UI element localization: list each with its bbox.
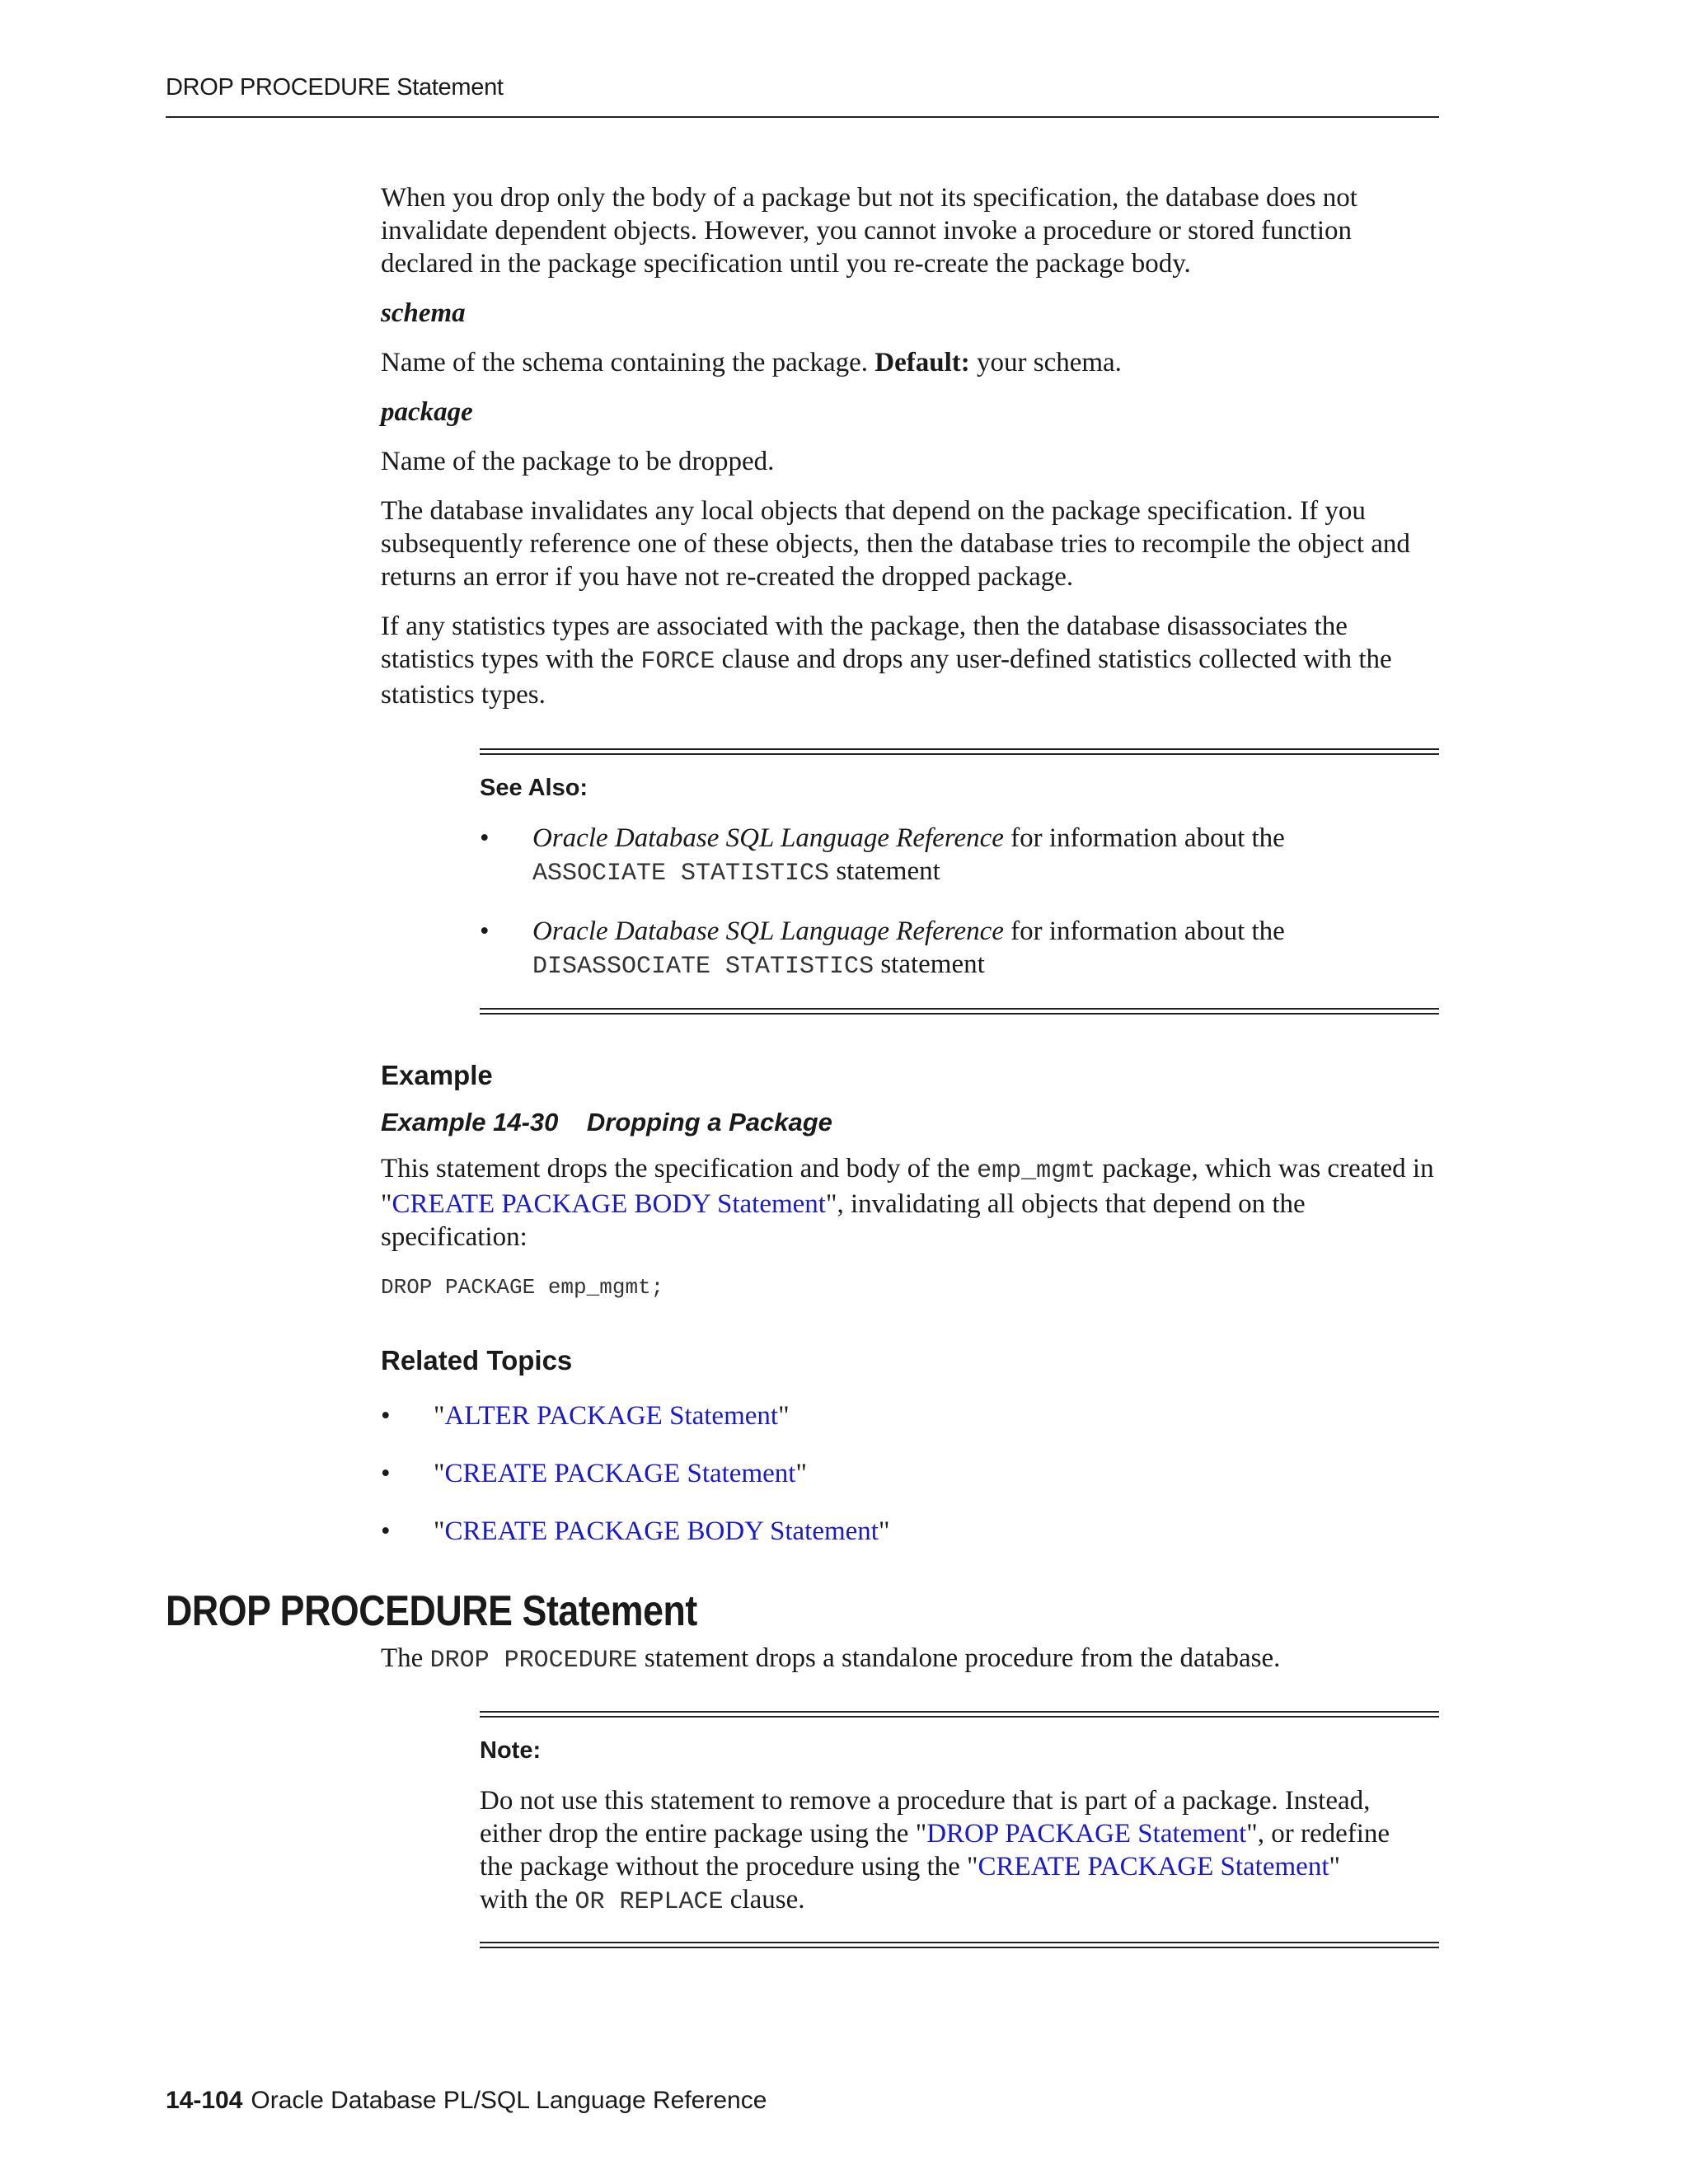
book-title: Oracle Database PL/SQL Language Reference bbox=[251, 2087, 767, 2114]
related-topics-list bbox=[381, 1399, 1439, 1548]
see-also-end: statement bbox=[836, 856, 940, 886]
see-also-ref[interactable]: Oracle Database SQL Language Reference bbox=[532, 823, 1004, 853]
example-code-block: DROP PACKAGE emp_mgmt; bbox=[381, 1275, 664, 1300]
example-heading: Example bbox=[381, 1060, 493, 1090]
section-intro-post: statement drops a standalone procedure from the database. bbox=[644, 1643, 1281, 1673]
section-intro-block bbox=[381, 1642, 1439, 1677]
page-footer bbox=[166, 2087, 767, 2115]
drop-package-link[interactable]: DROP PACKAGE Statement bbox=[926, 1819, 1247, 1849]
note-top-rule bbox=[480, 1711, 1439, 1718]
see-also-title: See Also: bbox=[480, 775, 588, 801]
note-text-post: clause. bbox=[729, 1885, 805, 1915]
bullet-icon: • bbox=[381, 1516, 391, 1546]
stats-text-post: clause and drops any user-defined statistics collected with the statistics types. bbox=[381, 644, 1392, 710]
note-text bbox=[480, 1784, 1395, 1919]
see-also-top-rule bbox=[480, 748, 1439, 755]
force-code: FORCE bbox=[640, 648, 715, 676]
bullet-icon: • bbox=[381, 1459, 391, 1488]
note-text-pre: Do not use this statement to remove a procedure that is part of a package. Instead, either drop the entire package using the " bbox=[480, 1786, 1371, 1849]
package-param bbox=[381, 396, 1439, 711]
related-topics-heading: Related Topics bbox=[381, 1345, 573, 1376]
page-number: 14-104 bbox=[166, 2087, 243, 2114]
example-text bbox=[381, 1152, 1439, 1254]
schema-desc bbox=[381, 346, 1439, 379]
see-also-box bbox=[480, 748, 1439, 1015]
create-package-link[interactable]: CREATE PACKAGE Statement bbox=[444, 1459, 796, 1488]
related-topic-item: • "CREATE PACKAGE Statement" bbox=[381, 1459, 807, 1488]
schema-param bbox=[381, 297, 1439, 379]
note-box bbox=[480, 1711, 1439, 1948]
package-para-invalidate: The database invalidates any local objects that depend on the package specification. If you subsequently reference one of these objects, then the database tries to recompile the object and returns an error if you have not re-created the dropped package. bbox=[381, 496, 1410, 592]
create-package-body-link[interactable]: CREATE PACKAGE BODY Statement bbox=[444, 1516, 879, 1546]
intro-paragraph: When you drop only the body of a package but not its specification, the database does not invalidate dependent objects. However, you cannot invoke a procedure or stored function declared in the package specification until you re-create the package body. bbox=[381, 183, 1357, 279]
example-caption: Example 14-30 Dropping a Package bbox=[381, 1108, 832, 1137]
see-also-ref[interactable]: Oracle Database SQL Language Reference bbox=[532, 916, 1004, 946]
related-topic-item: • "CREATE PACKAGE BODY Statement" bbox=[381, 1516, 890, 1546]
see-also-mid: for information about the bbox=[1010, 916, 1285, 946]
example-section bbox=[381, 1060, 1439, 1300]
create-package-body-link[interactable]: CREATE PACKAGE BODY Statement bbox=[392, 1189, 826, 1219]
schema-desc-default: Default: bbox=[874, 348, 970, 377]
package-term: package bbox=[381, 397, 473, 427]
running-header: DROP PROCEDURE Statement bbox=[166, 74, 504, 101]
schema-term: schema bbox=[381, 298, 466, 328]
related-topics-section bbox=[381, 1345, 1439, 1548]
intro-block bbox=[381, 181, 1439, 280]
related-topic-item: • "ALTER PACKAGE Statement" bbox=[381, 1401, 790, 1431]
see-also-end: statement bbox=[880, 949, 985, 979]
see-also-code: ASSOCIATE STATISTICS bbox=[532, 860, 830, 888]
emp-mgmt-code: emp_mgmt bbox=[977, 1157, 1096, 1185]
example-text-post: ", invalidating all objects that depend on the specification: bbox=[381, 1189, 1306, 1252]
alter-package-link[interactable]: ALTER PACKAGE Statement bbox=[444, 1401, 779, 1431]
bullet-icon: • bbox=[381, 1401, 391, 1431]
section-intro-pre: The bbox=[381, 1643, 424, 1673]
stats-text-pre: If any statistics types are associated with the package, then the database disassociates the statistics types with the bbox=[381, 612, 1348, 674]
see-also-code: DISASSOCIATE STATISTICS bbox=[532, 953, 874, 981]
or-replace-code: OR REPLACE bbox=[574, 1888, 724, 1916]
note-bottom-rule bbox=[480, 1942, 1439, 1948]
example-text-pre: This statement drops the specification and body of the bbox=[381, 1154, 970, 1183]
note-title: Note: bbox=[480, 1737, 542, 1764]
see-also-item bbox=[480, 915, 1439, 983]
example-text-mid: package, which was created in " bbox=[381, 1154, 1434, 1219]
header-rule bbox=[166, 116, 1439, 118]
section-intro bbox=[381, 1642, 1439, 1677]
drop-procedure-code: DROP PROCEDURE bbox=[429, 1647, 638, 1675]
section-title: DROP PROCEDURE Statement bbox=[166, 1587, 697, 1635]
see-also-mid: for information about the bbox=[1010, 823, 1285, 853]
package-desc: Name of the package to be dropped. bbox=[381, 447, 775, 476]
see-also-bottom-rule bbox=[480, 1008, 1439, 1015]
note-text-mid2: " with the bbox=[480, 1852, 1340, 1915]
schema-desc-suffix: your schema. bbox=[976, 348, 1122, 377]
schema-desc-prefix: Name of the schema containing the package. bbox=[381, 348, 869, 377]
see-also-item bbox=[480, 822, 1439, 890]
package-para-statistics bbox=[381, 610, 1439, 711]
create-package-link[interactable]: CREATE PACKAGE Statement bbox=[978, 1852, 1329, 1882]
bullet-icon: • bbox=[480, 916, 490, 946]
see-also-list bbox=[480, 822, 1439, 983]
bullet-icon: • bbox=[480, 823, 490, 853]
note-text-mid: ", or redefine the package without the procedure using the " bbox=[480, 1819, 1390, 1882]
